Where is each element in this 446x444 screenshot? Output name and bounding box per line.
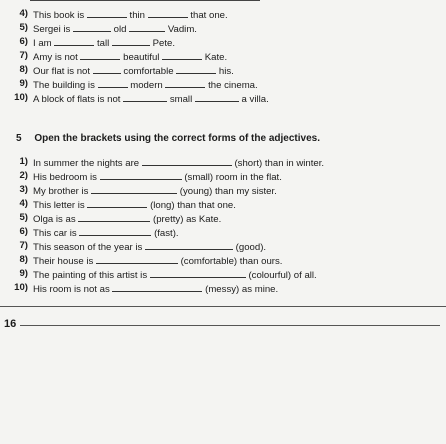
answer-blank[interactable] xyxy=(96,254,178,264)
answer-blank[interactable] xyxy=(145,240,233,250)
item-number: 10) xyxy=(14,92,28,103)
answer-blank[interactable] xyxy=(87,8,127,18)
sentence-5-8: Their house is (comfortable) than ours. xyxy=(33,256,283,267)
answer-blank[interactable] xyxy=(91,184,177,194)
sentence-4-9: The building is modern the cinema. xyxy=(33,80,258,91)
answer-blank[interactable] xyxy=(78,212,150,222)
answer-blank[interactable] xyxy=(112,36,150,46)
answer-blank[interactable] xyxy=(129,22,165,32)
bottom-rule xyxy=(0,306,446,307)
item-number: 10) xyxy=(14,282,28,293)
answer-blank[interactable] xyxy=(148,8,188,18)
item-number: 6) xyxy=(19,36,28,47)
sentence-5-7: This season of the year is (good). xyxy=(33,242,267,253)
sentence-4-8: Our flat is not comfortable his. xyxy=(33,66,234,77)
sentence-5-3: My brother is (young) than my sister. xyxy=(33,186,277,197)
sentence-5-9: The painting of this artist is (colourful) of all. xyxy=(33,270,317,281)
answer-blank[interactable] xyxy=(142,156,232,166)
item-number: 2) xyxy=(19,170,28,181)
item-number: 6) xyxy=(19,226,28,237)
item-number: 1) xyxy=(19,156,28,167)
answer-blank[interactable] xyxy=(150,268,246,278)
footer-rule xyxy=(20,325,440,326)
item-number: 5) xyxy=(19,212,28,223)
answer-blank[interactable] xyxy=(79,226,151,236)
item-number: 5) xyxy=(19,22,28,33)
item-number: 3) xyxy=(19,184,28,195)
exercise-5-header xyxy=(16,133,320,145)
answer-blank[interactable] xyxy=(93,64,121,74)
item-number: 8) xyxy=(19,64,28,75)
sentence-5-5: Olga is as (pretty) as Kate. xyxy=(33,214,222,225)
answer-blank[interactable] xyxy=(80,50,120,60)
sentence-4-7: Amy is not beautiful Kate. xyxy=(33,52,228,63)
answer-blank[interactable] xyxy=(100,170,182,180)
item-number: 4) xyxy=(19,8,28,19)
answer-blank[interactable] xyxy=(112,282,202,292)
item-number: 7) xyxy=(19,240,28,251)
sentence-4-5: Sergei is old Vadim. xyxy=(33,24,197,35)
sentence-4-6: I am tall Pete. xyxy=(33,38,176,49)
exercise-number: 5 xyxy=(16,133,22,144)
sentence-5-10: His room is not as (messy) as mine. xyxy=(33,284,279,295)
sentence-4-4: This book is thin that one. xyxy=(33,10,228,21)
item-number: 8) xyxy=(19,254,28,265)
sentence-5-1: In summer the nights are (short) than in winter. xyxy=(33,158,325,169)
answer-blank[interactable] xyxy=(195,92,239,102)
answer-blank[interactable] xyxy=(176,64,216,74)
item-number: 7) xyxy=(19,50,28,61)
answer-blank[interactable] xyxy=(98,78,128,88)
item-number: 9) xyxy=(19,78,28,89)
exercise-instruction: Open the brackets using the correct forms of the adjectives. xyxy=(34,133,320,144)
top-rule xyxy=(30,0,260,4)
answer-blank[interactable] xyxy=(73,22,111,32)
item-number: 9) xyxy=(19,268,28,279)
page-number: 16 xyxy=(4,318,17,330)
item-number: 4) xyxy=(19,198,28,209)
answer-blank[interactable] xyxy=(165,78,205,88)
sentence-4-10: A block of flats is not small a villa. xyxy=(33,94,269,105)
sentence-5-6: This car is (fast). xyxy=(33,228,179,239)
answer-blank[interactable] xyxy=(162,50,202,60)
answer-blank[interactable] xyxy=(123,92,167,102)
answer-blank[interactable] xyxy=(87,198,147,208)
answer-blank[interactable] xyxy=(54,36,94,46)
sentence-5-2: His bedroom is (small) room in the flat. xyxy=(33,172,282,183)
sentence-5-4: This letter is (long) than that one. xyxy=(33,200,236,211)
